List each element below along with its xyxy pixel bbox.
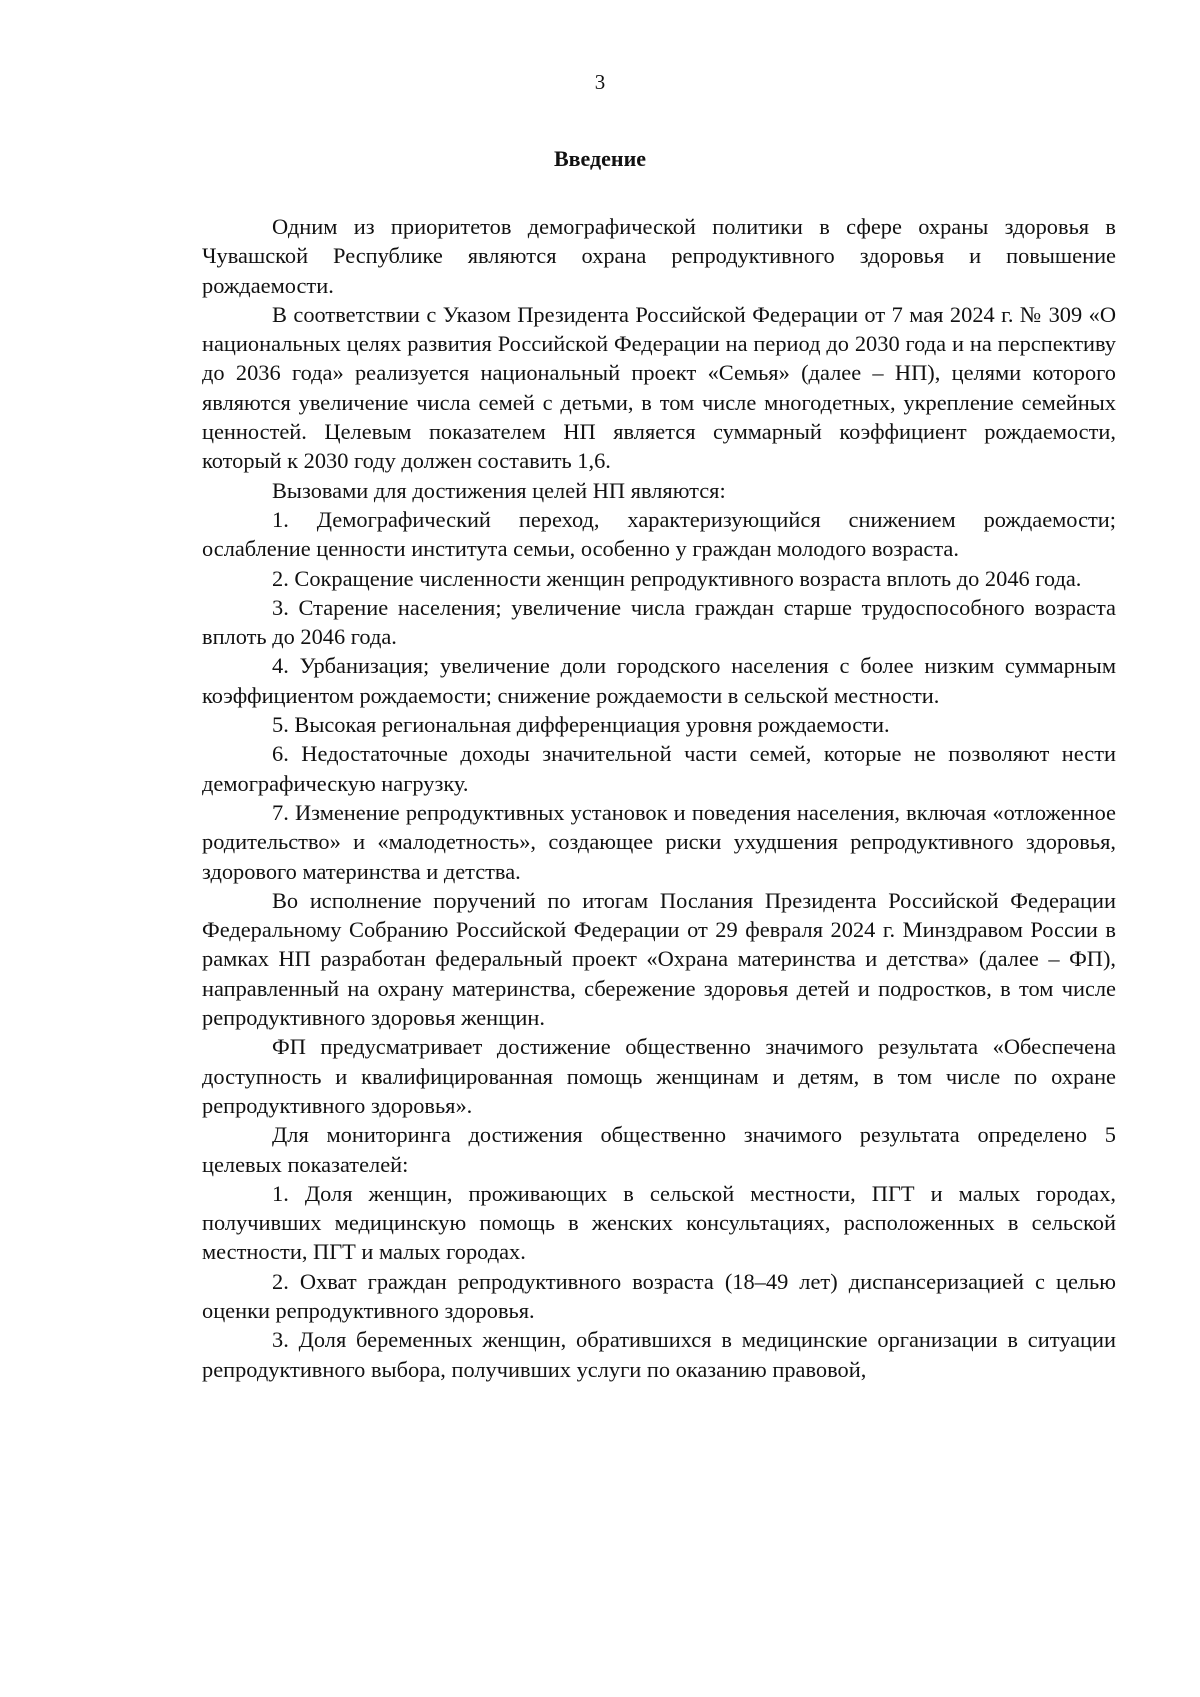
list-item: 2. Сокращение численности женщин репродуктивного возраста вплоть до 2046 года.	[272, 565, 1082, 591]
list-item: 3. Доля беременных женщин, обратившихся в медицинские организации в ситуации репродуктивного выбора, получивших услуги по оказанию правовой,	[202, 1327, 1116, 1382]
list-item: 5. Высокая региональная дифференциация уровня рождаемости.	[272, 712, 890, 738]
list-item: 1. Доля женщин, проживающих в сельской местности, ПГТ и малых городах, получивших медицинскую помощь в женских консультациях, расположенных в сельской местности, ПГТ и малых городах.	[202, 1180, 1116, 1265]
paragraph: В соответствии с Указом Президента Российской Федерации от 7 мая 2024 г. № 309 «О национальных целях развития Российской Федерации на период до 2030 года и на перспективу до 2036 года» реализуется национальный проект «Семья» (далее – НП), целями которого являются увеличение числа семей с детьми, в том числе многодетных, укрепление семейных ценностей. Целевым показателем НП является суммарный коэффициент рождаемости, который к 2030 году должен составить 1,6.	[202, 301, 1116, 474]
page-number: 3	[594, 70, 606, 94]
list-item: 4. Урбанизация; увеличение доли городского населения с более низким суммарным коэффициентом рождаемости; снижение рождаемости в сельской местности.	[202, 653, 1116, 708]
paragraph: ФП предусматривает достижение общественно значимого результата «Обеспечена доступность и квалифицированная помощь женщинам и детям, в том числе по охране репродуктивного здоровья».	[202, 1034, 1116, 1118]
section-title: Введение	[553, 146, 647, 171]
paragraph: Во исполнение поручений по итогам Послания Президента Российской Федерации Федеральному Собранию Российской Федерации от 29 февраля 2024 г. Минздравом России в рамках НП разработан федеральный проект «Охрана материнства и детства» (далее – ФП), направленный на охрану материнства, сбережение здоровья детей и подростков, в том числе репродуктивного здоровья женщин.	[202, 887, 1116, 1031]
paragraph: Одним из приоритетов демографической политики в сфере охраны здоровья в Чувашской Республике являются охрана репродуктивного здоровья и повышение рождаемости.	[202, 214, 1116, 298]
list-item: 1. Демографический переход, характеризующийся снижением рождаемости; ослабление ценности института семьи, особенно у граждан молодого возраста.	[202, 506, 1116, 562]
paragraph: Для мониторинга достижения общественно значимого результата определено 5 целевых показателей:	[202, 1122, 1116, 1177]
list-item: 7. Изменение репродуктивных установок и поведения населения, включая «отложенное родительство» и «малодетность», создающее риски ухудшения репродуктивного здоровья, здорового материнства и детства.	[202, 799, 1116, 884]
document-body	[202, 212, 1116, 1384]
paragraph: Вызовами для достижения целей НП являются:	[272, 477, 726, 503]
list-item: 6. Недостаточные доходы значительной части семей, которые не позволяют нести демографическую нагрузку.	[202, 741, 1116, 796]
list-item: 3. Старение населения; увеличение числа граждан старше трудоспособного возраста вплоть до 2046 года.	[202, 594, 1116, 650]
list-item: 2. Охват граждан репродуктивного возраста (18–49 лет) диспансеризацией с целью оценки репродуктивного здоровья.	[202, 1268, 1116, 1323]
